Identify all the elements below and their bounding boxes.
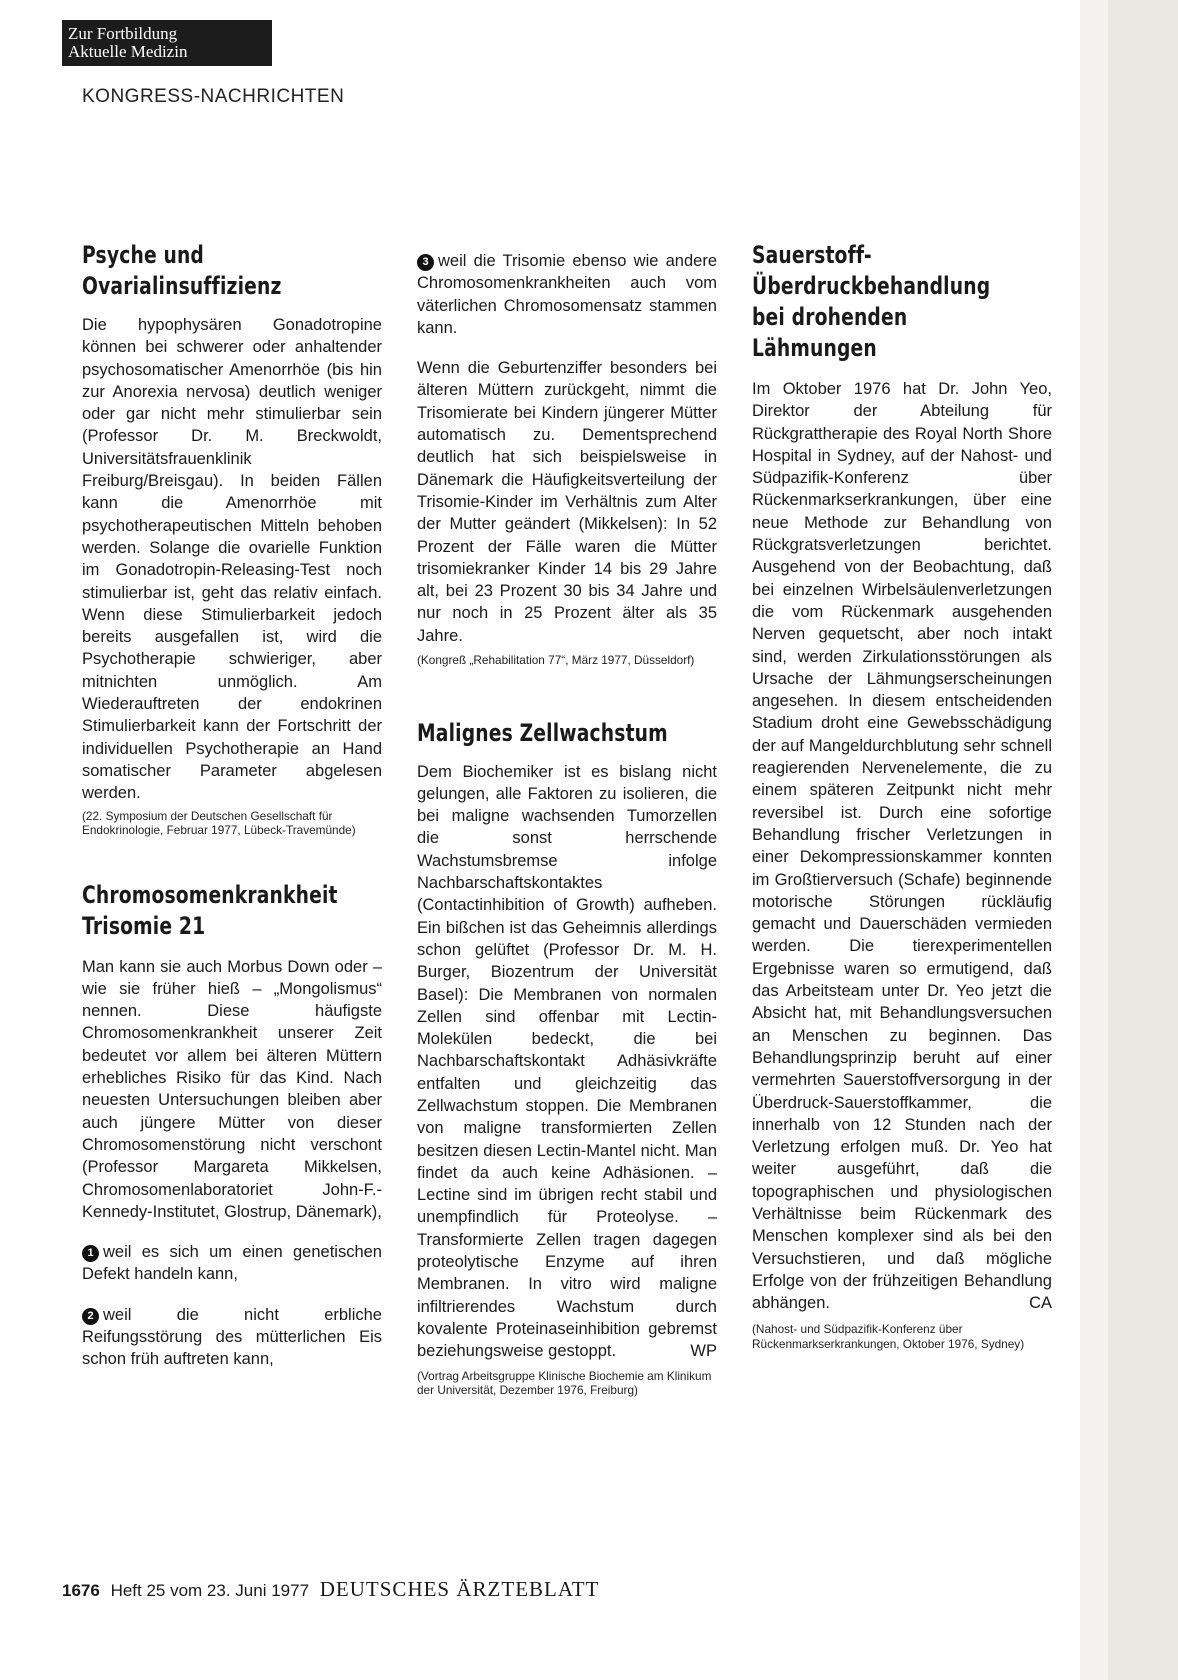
article-body-sauerstoff — [752, 378, 1052, 1314]
article-body-psyche: Die hypophysären Gonadotropine können bei schwerer oder anhaltender psychosomatischer Amenorrhöe (bis hin zur Anorexia nervosa) deutlich weniger oder gar nicht mehr stimulierbar sein (Professor Dr. M. Breckwoldt, Universitätsfrauenklinik Freiburg/Breisgau). In beiden Fällen kann die Amenorrhöe mit psychotherapeutischen Mitteln behoben werden. Solange die ovarielle Funktion im Gonadotropin-Releasing-Test noch stimulierbar ist, geht das relativ einfach. Wenn diese Stimulierbarkeit jedoch bereits ausgefallen ist, wird die Psychotherapie schwieriger, aber mitnichten unmöglich. Am Wiederauftreten der endokrinen Stimulierbarkeit kann der Fortschritt der individuellen Psychotherapie an Hand somatischer Parameter abgelesen werden. — [82, 316, 382, 803]
article-body-trisomie: Man kann sie auch Morbus Down oder – wie sie früher hieß – „Mongolismus“ nennen. Diese häufigste Chromosomenkrankheit unserer Zeit bedeutet vor allem bei älteren Müttern erhebliches Risiko für das Kind. Nach neuesten Untersuchungen bleiben aber auch jüngere Mütter von dieser Chromosomenstörung nicht verschont (Professor Margareta Mikkelsen, Chromosomenlaboratoriet John-F.-Kennedy-Institutet, Glostrup, Dänemark), — [82, 957, 382, 1221]
title-line: Überdruckbehandlung — [752, 272, 991, 300]
page-number: 1676 — [62, 1581, 100, 1600]
bullet-number-icon: 2 — [82, 1308, 99, 1325]
body-text: Dem Biochemiker ist es bislang nicht gelungen, alle Faktoren zu isolieren, die bei maligne wachsenden Tumorzellen die sonst herrschende Wachstumsbremse infolge Nachbarschaftskontaktes (Contactinhibition of Growth) aufheben. Ein bißchen ist das Geheimnis allerdings schon gelüftet (Professor Dr. M. H. Burger, Biozentrum der Universität Basel): Die Membranen von normalen Zellen sind offenbar mit Lectin-Molekülen bedeckt, die bei Nachbarschaftskontakt Adhäsivkräfte entfalten und gleichzeitig das Zellwachstum stoppen. Die Membranen von maligne transformierten Zellen besitzen diesen Lectin-Mantel nicht. Man findet da auch keine Adhäsionen. – Lectine sind im übrigen recht stabil und unempfindlich für Proteolyse. – Transformierte Zellen tragen dagegen proteolytische Enzyme auf ihren Membranen. In vitro wird maligne infiltrierendes Wachstum durch kovalente Proteinaseinhibition gebremst beziehungsweise gestoppt. — [417, 762, 717, 1361]
list-item — [82, 1241, 382, 1286]
article-source-psyche: (22. Symposium der Deutschen Gesellschaft für Endokrinologie, Februar 1977, Lübeck-Travemünde) — [82, 808, 356, 838]
column-1 — [82, 240, 382, 1371]
title-line: Trisomie 21 — [82, 911, 206, 940]
bullet-number-icon: 1 — [82, 1245, 99, 1262]
author-signature: CA — [1029, 1294, 1052, 1313]
column-2 — [417, 250, 717, 1398]
badge-line-1: Zur Fortbildung — [68, 24, 178, 43]
title-line: Psyche und — [82, 241, 204, 269]
body-text: Im Oktober 1976 hat Dr. John Yeo, Direktor der Abteilung für Rückgrattherapie des Royal North Shore Hospital in Sydney, auf der Nahost- und Südpazifik-Konferenz über Rückenmarkserkrankungen, über eine neue Methode zur Behandlung von Rückgratsverletzungen berichtet. Ausgehend von der Beobachtung, daß bei einzelnen Wirbelsäulenverletzungen die vom Rückenmark ausgehenden Nerven gequetscht, aber noch intakt sind, werden Zirkulationsstörungen als Ursache der Lähmungserscheinungen angesehen. In diesem entscheidenden Stadium droht eine Gewebsschädigung der auf Mangeldurchblutung sehr schnell reagierenden Nervenelemente, die zu einem späteren Zeitpunkt nicht mehr reversibel ist. Durch eine sofortige Behandlung frischer Verletzungen in einer Dekompressionskammer konnten im Großtierversuch (Schafe) beginnende motorische Störungen rückläufig gemacht und Dauerschäden vermieden werden. Die tierexperimentellen Ergebnisse waren so ermutigend, daß das Arbeitsteam unter Dr. Yeo jetzt die Absicht hat, mit Behandlungsversuchen an Menschen zu beginnen. Das Behandlungsprinzip beruht auf einer vermehrten Sauerstoffversorgung in der Überdruck-Sauerstoffkammer, die innerhalb von 12 Stunden nach der Verletzung erfolgen muß. Dr. Yeo hat weiter ausgeführt, daß die topographischen und physiologischen Verhältnisse beim Rückenmark des Menschen komplexer sind als bei den Versuchstieren, und daß mögliche Erfolge von der frühzeitigen Behandlung abhängen. — [752, 380, 1052, 1313]
article-body-trisomie-continued: Wenn die Geburtenziffer besonders bei älteren Müttern zurückgeht, nimmt die Trisomierate bei Kindern jüngerer Mütter automatisch zu. Dementsprechend deutlich hat sich beispielsweise in Dänemark die Häufigkeitsverteilung der Trisomie-Kinder im Verhältnis zum Alter der Mutter geändert (Mikkelsen): In 52 Prozent der Fälle waren die Mütter trisomiekranker Kinder 14 bis 29 Jahre alt, bei 23 Prozent 30 bis 34 Jahre und nur noch in 25 Prozent älter als 35 Jahre. — [417, 359, 717, 645]
bullet-number-icon: 3 — [417, 254, 434, 271]
article-source-sauerstoff: (Nahost- und Südpazifik-Konferenz über Rückenmarkserkrankungen, Oktober 1976, Sydney) — [752, 1322, 1025, 1351]
page-footer — [62, 1577, 599, 1602]
article-title-sauerstoff — [752, 240, 1052, 364]
article-source-malignes: (Vortrag Arbeitsgruppe Klinische Biochemie am Klinikum der Universität, Dezember 1976, Freiburg) — [417, 1368, 712, 1398]
bullet-text: weil die Trisomie ebenso wie andere Chromosomenkrankheiten auch vom väterlichen Chromosomensatz stammen kann. — [417, 252, 717, 337]
list-item — [417, 250, 717, 339]
article-body-malignes — [417, 761, 717, 1363]
section-badge — [62, 20, 272, 66]
article-title-malignes: Malignes Zellwachstum — [417, 718, 668, 747]
badge-line-2: Aktuelle Medizin — [68, 42, 188, 61]
title-line: Sauerstoff- — [752, 241, 872, 269]
title-line: Lähmungen — [752, 334, 877, 362]
bullet-text: weil die nicht erbliche Reifungsstörung des mütterlichen Eis schon früh auftreten kann, — [82, 1305, 382, 1369]
page-edge-shadow — [1080, 0, 1108, 1680]
article-source-trisomie: (Kongreß „Rehabilitation 77“, März 1977, Düsseldorf) — [417, 653, 695, 668]
title-line: bei drohenden — [752, 303, 908, 331]
list-item — [82, 1304, 382, 1371]
article-title-psyche — [82, 240, 382, 302]
title-line: Ovarialinsuffizienz — [82, 272, 282, 300]
article-title-trisomie — [82, 880, 382, 942]
column-3 — [752, 240, 1052, 1351]
section-label: KONGRESS-NACHRICHTEN — [82, 86, 345, 107]
magazine-title: DEUTSCHES ÄRZTEBLATT — [319, 1577, 600, 1601]
page-edge — [1108, 0, 1178, 1680]
title-line: Chromosomenkrankheit — [82, 880, 338, 909]
bullet-text: weil es sich um einen genetischen Defekt handeln kann, — [82, 1243, 382, 1284]
issue-info: Heft 25 vom 23. Juni 1977 — [110, 1581, 310, 1600]
author-signature: WP — [690, 1342, 717, 1361]
